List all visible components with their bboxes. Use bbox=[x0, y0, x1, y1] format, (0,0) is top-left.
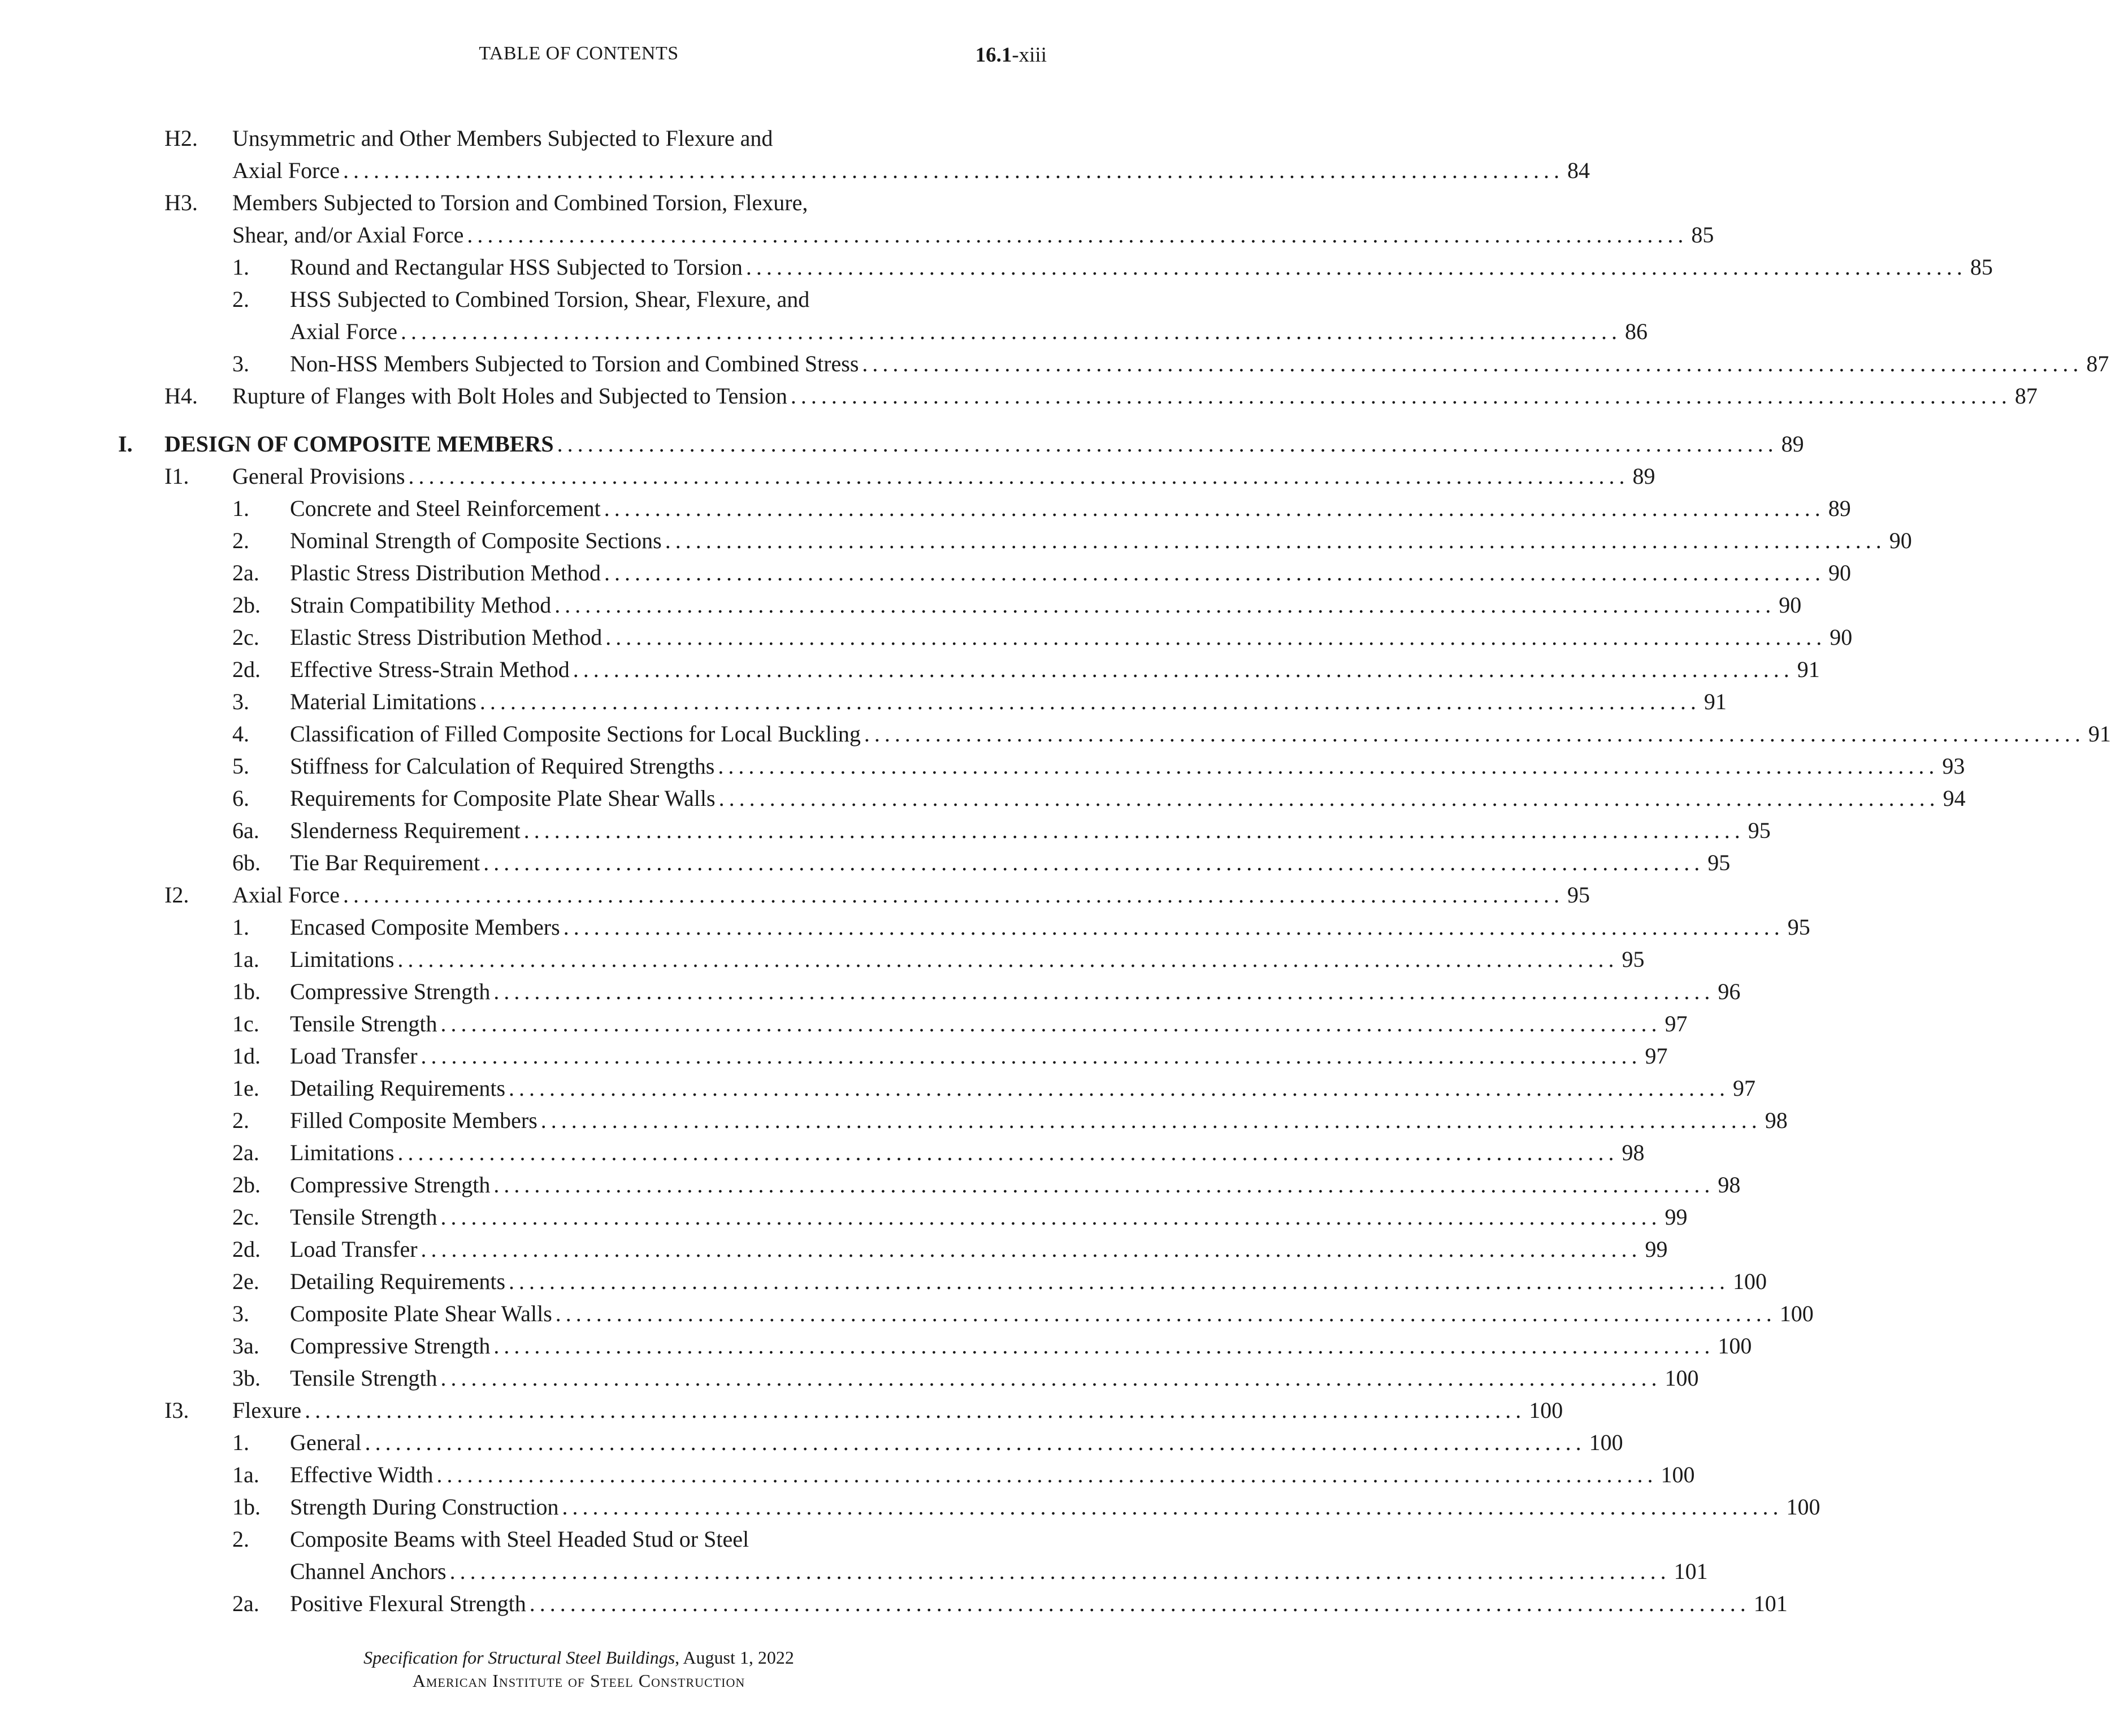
toc-entry-number: 3. bbox=[232, 351, 249, 376]
toc-entry bbox=[0, 1426, 1623, 1459]
dot-leader: ........................................................................................................................ bbox=[790, 383, 2012, 409]
toc-entry-title: DESIGN OF COMPOSITE MEMBERS bbox=[164, 431, 554, 457]
toc-entry-body bbox=[290, 1265, 1767, 1297]
toc-entry-number: 6. bbox=[232, 785, 249, 811]
toc-entry bbox=[0, 718, 2111, 750]
dot-leader: ........................................................................................................................ bbox=[509, 1075, 1730, 1101]
toc-entry-body bbox=[290, 1008, 1688, 1040]
toc-page-number: 99 bbox=[1645, 1236, 1668, 1262]
toc-entry bbox=[0, 814, 1771, 847]
dot-leader: ........................................................................................................................ bbox=[421, 1043, 1642, 1069]
toc-page-number: 91 bbox=[1797, 657, 1820, 682]
toc-entry-number: 1e. bbox=[232, 1075, 259, 1101]
toc-entry-body bbox=[290, 1104, 1788, 1136]
toc-entry-title: Detailing Requirements bbox=[290, 1269, 506, 1294]
toc-entry-title: Rupture of Flanges with Bolt Holes and Subjected to Tension bbox=[232, 383, 787, 409]
dot-leader: ........................................................................................................................ bbox=[421, 1236, 1642, 1262]
toc-entry-body bbox=[290, 750, 1965, 782]
toc-entry bbox=[0, 1330, 1752, 1362]
toc-entry-body bbox=[232, 122, 1047, 154]
toc-page-number: 97 bbox=[1664, 1011, 1688, 1036]
dot-leader: ........................................................................................................................ bbox=[365, 1430, 1586, 1455]
dot-leader: ........................................................................................................................ bbox=[864, 721, 2085, 747]
toc-entry-body bbox=[290, 1459, 1695, 1491]
toc-entry-number: 2. bbox=[232, 287, 249, 312]
toc-entry-title: General Provisions bbox=[232, 463, 405, 489]
toc-entry-body bbox=[290, 685, 1727, 718]
toc-entry-number: 2c. bbox=[232, 1204, 259, 1230]
toc-entry-number: 2. bbox=[232, 528, 249, 553]
toc-page-number: 100 bbox=[1529, 1398, 1563, 1423]
dot-leader: ........................................................................................................................ bbox=[529, 1591, 1750, 1616]
running-title: TABLE OF CONTENTS bbox=[479, 43, 679, 64]
dot-leader: ........................................................................................................................ bbox=[343, 158, 1564, 183]
toc-entry-title: Elastic Stress Distribution Method bbox=[290, 624, 602, 650]
toc-entry bbox=[0, 1362, 1699, 1394]
toc-entry-title: Shear, and/or Axial Force bbox=[232, 222, 464, 248]
toc-entry-body bbox=[232, 219, 1714, 251]
dot-leader: ........................................................................................................................ bbox=[397, 947, 1619, 972]
toc-entry bbox=[0, 847, 1731, 879]
toc-entry-title: Detailing Requirements bbox=[290, 1075, 506, 1101]
toc-entry-title: Load Transfer bbox=[290, 1043, 418, 1069]
toc-entry-number: 2b. bbox=[232, 1172, 261, 1197]
toc-entry-number: I3. bbox=[164, 1398, 189, 1423]
toc-entry-body bbox=[232, 1394, 1563, 1426]
toc-page-number: 90 bbox=[1830, 624, 1853, 650]
toc-page-number: 90 bbox=[1779, 592, 1802, 618]
toc-entry-title: Tensile Strength bbox=[290, 1011, 437, 1036]
toc-page-number: 95 bbox=[1707, 850, 1731, 875]
toc-page-number: 90 bbox=[1889, 528, 1912, 553]
toc-entry-body bbox=[290, 283, 1047, 315]
dot-leader: ........................................................................................................................ bbox=[479, 689, 1701, 714]
toc-entry bbox=[0, 1072, 1756, 1104]
dot-leader: ........................................................................................................................ bbox=[573, 657, 1794, 682]
toc-page-number: 89 bbox=[1781, 431, 1804, 457]
toc-entry-title: General bbox=[290, 1430, 362, 1455]
toc-entry-number: 3. bbox=[232, 1301, 249, 1326]
toc-entry-number: 1. bbox=[232, 496, 249, 521]
toc-entry-body bbox=[290, 348, 2109, 380]
dot-leader: ........................................................................................................................ bbox=[467, 222, 1688, 248]
toc-entry bbox=[0, 492, 1851, 524]
toc-page-number: 91 bbox=[1703, 689, 1727, 714]
toc-page-number: 101 bbox=[1753, 1591, 1788, 1616]
toc-entry-body bbox=[290, 782, 1966, 814]
toc-entry-title: Requirements for Composite Plate Shear Walls bbox=[290, 785, 716, 811]
toc-page-number: 98 bbox=[1622, 1140, 1645, 1165]
toc-entry-body bbox=[290, 251, 1993, 283]
toc-page-number: 87 bbox=[2014, 383, 2038, 409]
dot-leader: ........................................................................................................................ bbox=[604, 560, 1825, 585]
toc-entry-number: 1. bbox=[232, 1430, 249, 1455]
toc-entry bbox=[0, 315, 1648, 348]
toc-entry-number: H3. bbox=[164, 190, 198, 215]
toc-entry bbox=[0, 1265, 1767, 1297]
toc-page-number: 90 bbox=[1828, 560, 1851, 585]
toc-entry-number: 2e. bbox=[232, 1269, 259, 1294]
toc-page-number: 93 bbox=[1942, 753, 1965, 779]
toc-page-number: 97 bbox=[1645, 1043, 1668, 1069]
toc-entry bbox=[0, 186, 1158, 219]
toc-page-number: 100 bbox=[1733, 1269, 1767, 1294]
dot-leader: ........................................................................................................................ bbox=[483, 850, 1705, 875]
footer-spec-title: Specification for Structural Steel Buildings bbox=[363, 1647, 675, 1668]
toc-entry-number: 6b. bbox=[232, 850, 261, 875]
toc-entry-body bbox=[290, 315, 1648, 348]
toc-entry bbox=[0, 1008, 1688, 1040]
toc-entry-body bbox=[232, 879, 1590, 911]
toc-entry bbox=[0, 557, 1851, 589]
toc-entry bbox=[0, 750, 1965, 782]
toc-entry-body bbox=[290, 492, 1851, 524]
dot-leader: ........................................................................................................................ bbox=[555, 1301, 1776, 1326]
toc-entry bbox=[0, 1201, 1688, 1233]
dot-leader: ........................................................................................................................ bbox=[493, 979, 1715, 1004]
toc-entry-body bbox=[290, 1297, 1814, 1330]
toc-entry-body bbox=[290, 1330, 1752, 1362]
toc-page-number: 89 bbox=[1828, 496, 1851, 521]
toc-entry bbox=[0, 380, 2038, 412]
toc-entry-body bbox=[290, 1491, 1820, 1523]
toc-entry bbox=[0, 782, 1966, 814]
toc-entry-title: Material Limitations bbox=[290, 689, 476, 714]
toc-entry-title: Compressive Strength bbox=[290, 1333, 491, 1359]
toc-entry-number: 1b. bbox=[232, 979, 261, 1004]
toc-entry-number: 3b. bbox=[232, 1365, 261, 1391]
toc-entry-number: I. bbox=[118, 431, 133, 457]
toc-page-number: 95 bbox=[1787, 914, 1810, 940]
page-number bbox=[976, 43, 1047, 67]
toc-entry-number: H2. bbox=[164, 125, 198, 151]
toc-entry bbox=[0, 685, 1727, 718]
dot-leader: ........................................................................................................................ bbox=[563, 914, 1784, 940]
toc-entry-number: 1. bbox=[232, 254, 249, 280]
page-header bbox=[0, 43, 1158, 70]
toc-entry-number: 1d. bbox=[232, 1043, 261, 1069]
toc-entry-number: 2b. bbox=[232, 592, 261, 618]
toc-entry bbox=[0, 1555, 1708, 1587]
toc-entry-title: Effective Width bbox=[290, 1462, 434, 1487]
toc-entry bbox=[0, 1459, 1695, 1491]
dot-leader: ........................................................................................................................ bbox=[557, 431, 1778, 457]
dot-leader: ........................................................................................................................ bbox=[440, 1011, 1662, 1036]
toc-entry bbox=[0, 589, 1802, 621]
page-number-suffix: -xiii bbox=[1012, 44, 1047, 67]
toc-entry-body bbox=[290, 653, 1820, 685]
toc-entry-number: 2d. bbox=[232, 657, 261, 682]
toc-entry-title: Classification of Filled Composite Sections for Local Buckling bbox=[290, 721, 861, 747]
toc-entry-number: 2c. bbox=[232, 624, 259, 650]
toc-page-number: 91 bbox=[2088, 721, 2111, 747]
toc-entry-title: Strength During Construction bbox=[290, 1494, 559, 1520]
toc-entry-number: I1. bbox=[164, 463, 189, 489]
toc-entry-number: 2. bbox=[232, 1526, 249, 1552]
toc-entry bbox=[0, 1233, 1668, 1265]
toc-entry-number: 1. bbox=[232, 914, 249, 940]
toc-entry-number: I2. bbox=[164, 882, 189, 908]
toc-entry-title: Composite Plate Shear Walls bbox=[290, 1301, 552, 1326]
toc-entry-number: 2a. bbox=[232, 560, 259, 585]
toc-entry bbox=[0, 154, 1590, 186]
toc-entry bbox=[0, 1491, 1820, 1523]
toc-entry bbox=[0, 1394, 1563, 1426]
toc-page-number: 100 bbox=[1779, 1301, 1814, 1326]
toc-entry-body bbox=[232, 380, 2038, 412]
dot-leader: ........................................................................................................................ bbox=[718, 753, 1939, 779]
toc-entry-number: 5. bbox=[232, 753, 249, 779]
toc-entry-title: Tensile Strength bbox=[290, 1365, 437, 1391]
footer-publisher: American Institute of Steel Construction bbox=[412, 1670, 745, 1691]
toc-entry-title: Load Transfer bbox=[290, 1236, 418, 1262]
toc-entry-number: 3a. bbox=[232, 1333, 259, 1359]
dot-leader: ........................................................................................................................ bbox=[523, 818, 1745, 843]
toc-entry-number: H4. bbox=[164, 383, 198, 409]
toc-entry-title: Plastic Stress Distribution Method bbox=[290, 560, 601, 585]
dot-leader: ........................................................................................................................ bbox=[408, 463, 1629, 489]
dot-leader: ........................................................................................................................ bbox=[440, 1365, 1662, 1391]
toc-entry-body bbox=[290, 1555, 1708, 1587]
toc-entry-body bbox=[290, 1040, 1668, 1072]
toc-entry-title: Members Subjected to Torsion and Combined Torsion, Flexure, bbox=[232, 190, 808, 215]
dot-leader: ........................................................................................................................ bbox=[343, 882, 1564, 908]
table-of-contents bbox=[0, 122, 2111, 1620]
toc-entry bbox=[0, 911, 1810, 943]
dot-leader: ........................................................................................................................ bbox=[745, 254, 1967, 280]
toc-entry-number: 1a. bbox=[232, 947, 259, 972]
toc-entry-number: 2a. bbox=[232, 1591, 259, 1616]
toc-entry-body bbox=[290, 1426, 1623, 1459]
toc-entry bbox=[0, 1136, 1645, 1169]
toc-page-number: 95 bbox=[1567, 882, 1590, 908]
toc-entry-title: Slenderness Requirement bbox=[290, 818, 521, 843]
toc-entry bbox=[0, 219, 1714, 251]
toc-entry bbox=[0, 1169, 1741, 1201]
toc-entry-body bbox=[290, 943, 1645, 975]
toc-page-number: 98 bbox=[1718, 1172, 1741, 1197]
toc-entry bbox=[0, 1104, 1788, 1136]
toc-entry-title: Concrete and Steel Reinforcement bbox=[290, 496, 601, 521]
toc-entry-body bbox=[290, 1136, 1645, 1169]
toc-entry-body bbox=[290, 911, 1810, 943]
toc-entry-title: Round and Rectangular HSS Subjected to Torsion bbox=[290, 254, 743, 280]
toc-entry-body bbox=[290, 1523, 1047, 1555]
dot-leader: ........................................................................................................................ bbox=[665, 528, 1886, 553]
toc-entry-title: Stiffness for Calculation of Required Strengths bbox=[290, 753, 715, 779]
toc-entry-title: Effective Stress-Strain Method bbox=[290, 657, 570, 682]
dot-leader: ........................................................................................................................ bbox=[305, 1398, 1526, 1423]
toc-page-number: 100 bbox=[1661, 1462, 1695, 1487]
toc-page-number: 101 bbox=[1674, 1559, 1708, 1584]
toc-entry-title: Tensile Strength bbox=[290, 1204, 437, 1230]
toc-entry-title: Axial Force bbox=[232, 882, 340, 908]
dot-leader: ........................................................................................................................ bbox=[400, 319, 1622, 344]
toc-page-number: 86 bbox=[1624, 319, 1648, 344]
toc-entry-body bbox=[290, 1201, 1688, 1233]
toc-page-number: 85 bbox=[1691, 222, 1714, 248]
footer-publication bbox=[0, 1647, 1158, 1668]
toc-page-number: 95 bbox=[1622, 947, 1645, 972]
toc-entry bbox=[0, 621, 1853, 653]
toc-entry-body bbox=[290, 718, 2111, 750]
toc-entry bbox=[0, 653, 1820, 685]
toc-entry-number: 2a. bbox=[232, 1140, 259, 1165]
toc-page-number: 96 bbox=[1718, 979, 1741, 1004]
dot-leader: ........................................................................................................................ bbox=[605, 624, 1827, 650]
toc-entry-title: Channel Anchors bbox=[290, 1559, 447, 1584]
toc-page-number: 99 bbox=[1664, 1204, 1688, 1230]
toc-entry bbox=[0, 879, 1590, 911]
toc-entry bbox=[0, 975, 1741, 1008]
toc-entry-body bbox=[290, 975, 1741, 1008]
toc-entry-body bbox=[290, 1233, 1668, 1265]
toc-entry-title: Limitations bbox=[290, 1140, 395, 1165]
toc-entry-number: 3. bbox=[232, 689, 249, 714]
toc-entry-number: 4. bbox=[232, 721, 249, 747]
toc-page-number: 94 bbox=[1943, 785, 1966, 811]
dot-leader: ........................................................................................................................ bbox=[540, 1108, 1762, 1133]
toc-entry-title: Compressive Strength bbox=[290, 1172, 491, 1197]
toc-entry-number: 2d. bbox=[232, 1236, 261, 1262]
toc-entry-title: Strain Compatibility Method bbox=[290, 592, 552, 618]
toc-entry-body bbox=[290, 589, 1802, 621]
toc-page-number: 100 bbox=[1664, 1365, 1699, 1391]
toc-entry bbox=[0, 251, 1993, 283]
toc-entry-body bbox=[290, 1169, 1741, 1201]
toc-page-number: 89 bbox=[1632, 463, 1655, 489]
dot-leader: ........................................................................................................................ bbox=[440, 1204, 1662, 1230]
toc-entry-title: Unsymmetric and Other Members Subjected to Flexure and bbox=[232, 125, 773, 151]
dot-leader: ........................................................................................................................ bbox=[509, 1269, 1730, 1294]
toc-entry-body bbox=[232, 460, 1655, 492]
toc-entry-title: Tie Bar Requirement bbox=[290, 850, 480, 875]
page-number-bold: 16.1 bbox=[975, 44, 1012, 67]
toc-entry-body bbox=[232, 186, 1047, 219]
toc-page-number: 95 bbox=[1748, 818, 1771, 843]
toc-entry-number: 1b. bbox=[232, 1494, 261, 1520]
dot-leader: ........................................................................................................................ bbox=[436, 1462, 1658, 1487]
toc-page-number: 100 bbox=[1589, 1430, 1623, 1455]
dot-leader: ........................................................................................................................ bbox=[554, 592, 1776, 618]
toc-entry-body bbox=[290, 1362, 1699, 1394]
toc-section-heading bbox=[0, 428, 1804, 460]
toc-entry-body bbox=[164, 428, 1804, 460]
toc-entry-title: Encased Composite Members bbox=[290, 914, 560, 940]
toc-entry bbox=[0, 1523, 1158, 1555]
toc-page-number: 97 bbox=[1733, 1075, 1756, 1101]
toc-entry-title: Non-HSS Members Subjected to Torsion and Combined Stress bbox=[290, 351, 859, 376]
toc-entry-title: Compressive Strength bbox=[290, 979, 491, 1004]
toc-entry-title: Axial Force bbox=[232, 158, 340, 183]
dot-leader: ........................................................................................................................ bbox=[604, 496, 1825, 521]
toc-entry-body bbox=[290, 557, 1851, 589]
toc-entry bbox=[0, 1040, 1668, 1072]
toc-entry bbox=[0, 524, 1912, 557]
dot-leader: ........................................................................................................................ bbox=[862, 351, 2083, 376]
toc-entry-title: Positive Flexural Strength bbox=[290, 1591, 526, 1616]
dot-leader: ........................................................................................................................ bbox=[397, 1140, 1619, 1165]
toc-page-number: 100 bbox=[1786, 1494, 1820, 1520]
dot-leader: ........................................................................................................................ bbox=[493, 1172, 1715, 1197]
toc-entry-title: Nominal Strength of Composite Sections bbox=[290, 528, 662, 553]
dot-leader: ........................................................................................................................ bbox=[562, 1494, 1783, 1520]
toc-entry-body bbox=[290, 524, 1912, 557]
toc-entry-title: Flexure bbox=[232, 1398, 302, 1423]
dot-leader: ........................................................................................................................ bbox=[718, 785, 1940, 811]
toc-entry-body bbox=[232, 154, 1590, 186]
toc-entry-title: Axial Force bbox=[290, 319, 397, 344]
footer-date: , August 1, 2022 bbox=[675, 1647, 794, 1668]
toc-entry-title: Filled Composite Members bbox=[290, 1108, 537, 1133]
toc-page-number: 87 bbox=[2086, 351, 2109, 376]
toc-entry-body bbox=[290, 621, 1853, 653]
toc-entry bbox=[0, 1297, 1814, 1330]
toc-entry-number: 6a. bbox=[232, 818, 259, 843]
toc-entry-title: Composite Beams with Steel Headed Stud or Steel bbox=[290, 1526, 749, 1552]
toc-entry-body bbox=[290, 1072, 1756, 1104]
dot-leader: ........................................................................................................................ bbox=[449, 1559, 1671, 1584]
toc-entry-title: Limitations bbox=[290, 947, 395, 972]
toc-entry bbox=[0, 348, 2109, 380]
toc-page-number: 84 bbox=[1567, 158, 1590, 183]
toc-page-number: 98 bbox=[1765, 1108, 1788, 1133]
toc-entry bbox=[0, 460, 1655, 492]
toc-entry-title: HSS Subjected to Combined Torsion, Shear, Flexure, and bbox=[290, 287, 810, 312]
toc-entry bbox=[0, 1587, 1788, 1620]
toc-entry bbox=[0, 283, 1158, 315]
toc-entry-body bbox=[290, 814, 1771, 847]
dot-leader: ........................................................................................................................ bbox=[493, 1333, 1715, 1359]
toc-entry bbox=[0, 122, 1158, 154]
toc-entry-number: 1c. bbox=[232, 1011, 259, 1036]
toc-entry-body bbox=[290, 847, 1731, 879]
toc-page-number: 85 bbox=[1970, 254, 1993, 280]
toc-entry-number: 1a. bbox=[232, 1462, 259, 1487]
toc-page-number: 100 bbox=[1718, 1333, 1752, 1359]
toc-entry bbox=[0, 943, 1645, 975]
toc-entry-number: 2. bbox=[232, 1108, 249, 1133]
toc-entry-body bbox=[290, 1587, 1788, 1620]
